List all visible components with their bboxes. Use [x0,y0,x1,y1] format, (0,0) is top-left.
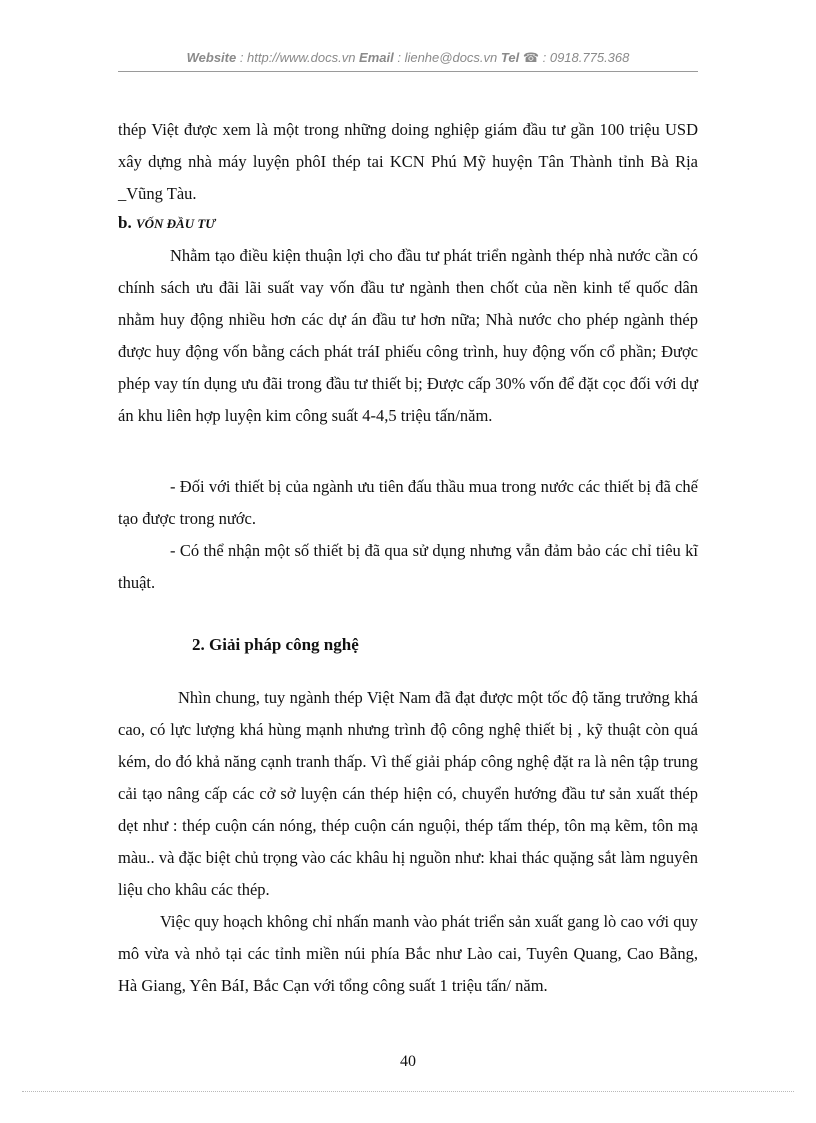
website-label: Website [186,50,237,65]
email-value: : lienhe@docs.vn [393,50,501,65]
tel-value: ☎ : 0918.775.368 [519,50,630,65]
heading-b-letter: b. [118,213,132,232]
paragraph-5: Nhìn chung, tuy ngành thép Việt Nam đã đạt được một tốc độ tăng trưởng khá cao, có lực lượng khá hùng mạnh nhưng trình độ công nghệ thiết bị , kỹ thuật còn quá kém, do đó khả năng cạnh tranh thấp. Vì thế giải pháp công nghệ đặt ra là nên tập trung cải tạo nâng cấp các cở sở luyện cán thép hiện có, chuyển hướng đầu tư sản xuất thép dẹt như : thép cuộn cán nóng, thép cuộn cán nguội, thép tấm thép, tôn mạ kẽm, tôn mạ màu.. và đặc biệt chủ trọng vào các khâu hị nguồn như: khai thác quặng sắt làm nguyên liệu cho khâu các thép. [118,688,698,899]
paragraph-6: Việc quy hoạch không chỉ nhấn manh vào phát triển sản xuất gang lò cao với quy mô vừa và nhỏ tại các tỉnh miền núi phía Bắc như Lào cai, Tuyên Quang, Cao Bằng, Hà Giang, Yên BáI, Bắc Cạn với tổng công suất 1 triệu tấn/ năm. [118,912,698,995]
paragraph-2: Nhằm tạo điều kiện thuận lợi cho đầu tư phát triển ngành thép nhà nước cần có chính sách ưu đãi lãi suất vay vốn đầu tư ngành then chốt của nền kinh tế quốc dân nhằm huy động nhiều hơn các dự án đầu tư hơn nữa; Nhà nước cho phép ngành thép được huy động vốn bằng cách phát tráI phiếu công trình, huy động vốn cổ phần; Được phép vay tín dụng ưu đãi trong đầu tư thiết bị; Được cấp 30% vốn để đặt cọc đối với dự án khu liên hợp luyện kim công suất 4-4,5 triệu tấn/năm. [118,246,698,425]
page-header [118,50,698,66]
paragraph-4: - Có thể nhận một số thiết bị đã qua sử dụng nhưng vẫn đảm bảo các chỉ tiêu kĩ thuật. [118,541,698,592]
tel-label: Tel [500,50,520,65]
section-2-heading: 2. Giải pháp công nghệ [192,635,359,654]
paragraph-1: thép Việt được xem là một trong những doing nghiệp giám đầu tư gần 100 triệu USD xây dựng nhà máy luyện phôI thép tai KCN Phú Mỹ huyện Tân Thành tỉnh Bà Rịa _Vũng Tàu. [118,120,698,203]
website-value: : http://www.docs.vn [236,50,360,65]
paragraph-3: - Đối với thiết bị của ngành ưu tiên đấu thầu mua trong nước các thiết bị đã chế tạo được trong nước. [118,477,698,528]
heading-b [118,213,215,233]
email-label: Email [359,50,394,65]
page-number: 40 [400,1053,416,1070]
header-divider [118,71,698,72]
heading-b-title: VỐN ĐẦU TƯ [135,216,216,231]
footer-divider [22,1091,794,1092]
